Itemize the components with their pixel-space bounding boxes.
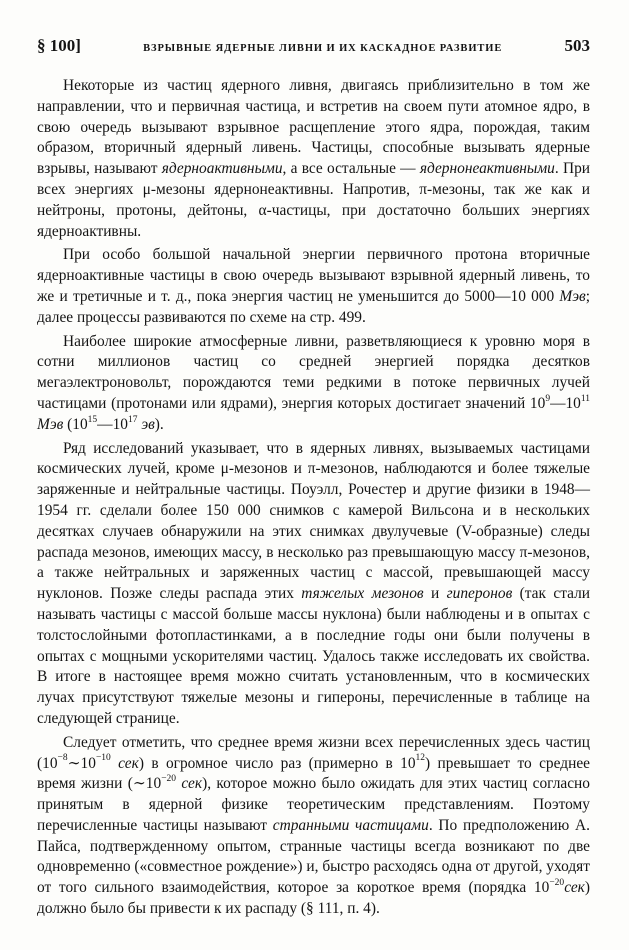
unit-sec: сек [181,775,203,793]
running-title: ВЗРЫВНЫЕ ЯДЕРНЫЕ ЛИВНИ И ИХ КАСКАДНОЕ РАЗВИТИЕ [143,43,503,54]
term-heavy-mesons: тяжелых мезонов [301,585,424,603]
page-number: 503 [564,36,590,55]
paragraph-2: При особо большой начальной энергии первичного протона вторичные ядерноактивные частицы в свою очередь вызывают взрывной ядерный ливень, то же и третичные и т. д., пока энергия частиц не уменьшится до 5000—10 000 Мэв; далее процессы развиваются по схеме на стр. 499. [37,246,590,326]
term-nuclear-inactive: ядернонеактивными [419,160,555,178]
paragraph-4: Ряд исследований указывает, что в ядерных ливнях, вызываемых частицами космических лучей, кроме μ-мезонов и π-мезонов, наблюдаются и более тяжелые заряженные и нейтральные частицы. Поуэлл, Рочестер и другие физики в 1948—1954 гг. сделали более 150 000 снимков с камерой Вильсона и в нескольких десятках случаев обнаружили на этих снимках двулучевые (V-образные) следы распада мезонов, имеющих массу, в несколько раз превышающую массу π-мезонов, а также нейтральных и заряженных частиц с массой, превышающей массу нуклонов. Позже следы распада этих тяжелых мезонов и гиперонов (так стали называть частицы с массой больше массы нуклона) были наблюдены и в опытах с толстослойными фотопластинками, а в последние годы они были получены в опытах с мощными ускорителями частиц. Удалось также исследовать их свойства. В итоге в настоящее время можно считать установленным, что в космических лучах присутствуют тяжелые мезоны и гипероны, перечисленные в таблице на следующей странице. [37,439,591,727]
unit-mev: Мэв [559,287,586,305]
unit-sec: сек [564,879,585,897]
term-hyperons: гиперонов [446,585,513,603]
unit-ev: эв [141,415,155,433]
section-number: § 100] [37,36,81,55]
term-strange-particles: странными частицами [272,816,429,834]
body-text [37,76,590,920]
unit-mev: Мэв [37,415,64,433]
unit-sec: сек [118,754,139,772]
paragraph-3: Наиболее широкие атмосферные ливни, разветвляющиеся к уровню моря в сотни миллионов частиц со средней энергией порядка десятков мегаэлектроновольт, порождаются теми редкими в потоке первичных лучей частицами (протонами или ядрами), энергия которых достигает значений $10^9—10^{11}$ Мэв ($10^{15}—10^{17}$ эв). [37,332,590,433]
paragraph-1: Некоторые из частиц ядерного ливня, двигаясь приблизительно в том же направлении, что и первичная частица, и встретив на своем пути атомное ядро, в свою очередь вызывают взрывное расщепление этого ядра, порождая, таким образом, вторичный ядерный ливень. Частицы, способные вызывать ядерные взрывы, называют ядерноактивными, а все остальные — ядернонеактивными. При всех энергиях μ-мезоны ядернонеактивны. Напротив, π-мезоны, так же как и нейтроны, протоны, дейтоны, α-частицы, при достаточно больших энергиях ядерноактивны. [37,77,590,240]
paragraph-5: Следует отметить, что среднее время жизни всех перечисленных здесь частиц ($10^{-8}\sim 10^{-10}$ сек) в огромное число раз (примерно в $10^{12}$) превышает то среднее время жизни ($\sim 10^{-20}$ сек), которое можно было ожидать для этих частиц согласно принятым в ядерной физике теоретическим представлениям. Поэтому перечисленные частицы называют странными частицами. По предположению А. Пайса, подтвержденному опытом, странные частицы всегда возникают по две одновременно («совместное рождение») и, быстро расходясь одна от другой, уходят от того сильного взаимодействия, которое за короткое время (порядка $10^{-20}сек$) должно было бы привести к их распаду (§ 111, п. 4). [37,733,590,918]
running-header [37,36,590,60]
term-nuclear-active: ядерноактивными [161,160,283,178]
